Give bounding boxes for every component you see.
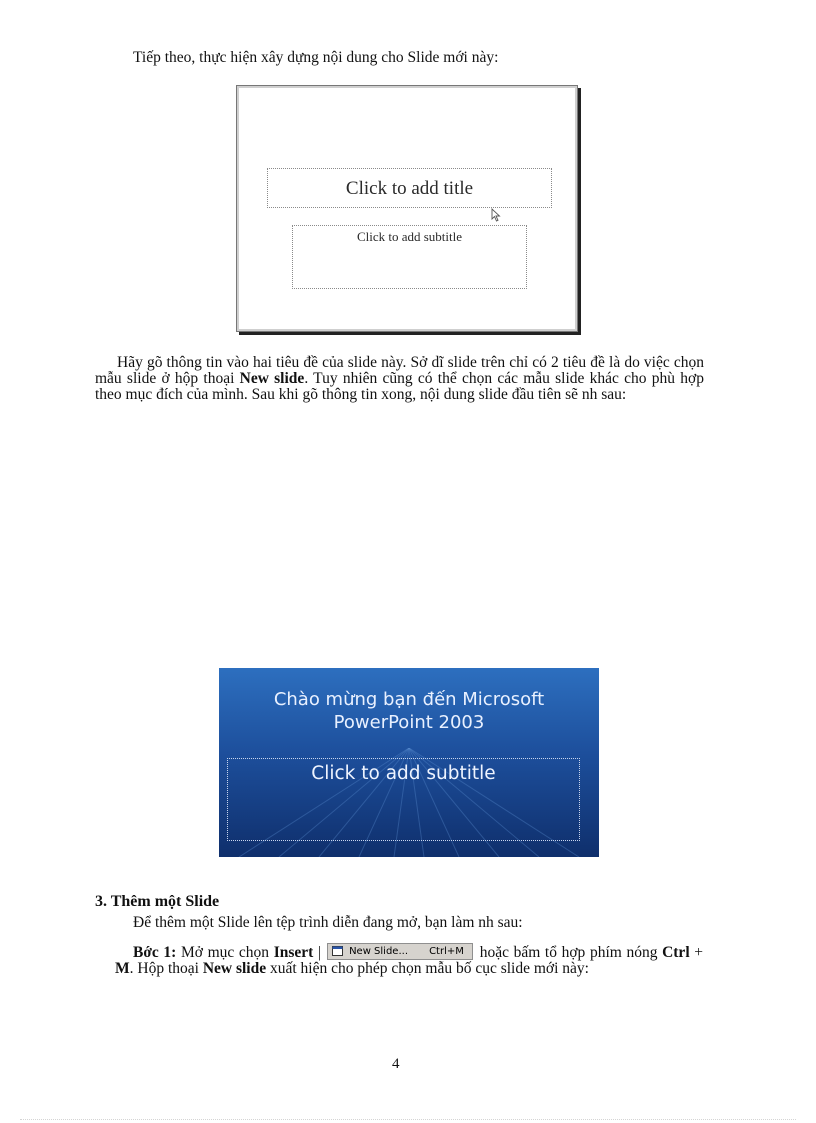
new-slide-bold: New slide (239, 370, 305, 387)
subtitle-placeholder: Click to add subtitle (292, 225, 527, 289)
blue-slide-image (219, 668, 599, 857)
page-number: 4 (392, 1056, 400, 1072)
slide-title-line-2: PowerPoint 2003 (333, 712, 485, 733)
hotkey-m: M (115, 960, 130, 977)
intro-text: Tiếp theo, thực hiện xây dựng nội dung cho Slide mới này: (133, 49, 499, 66)
paragraph-1-part2: . Tuy nhiên cũng có thể chọn các mẫu slide khác cho phù hợp theo mục đích của mình. Sau khi gõ thông tin xong, nội dung slide đầu tiên sẽ nh sau: (95, 370, 704, 403)
slide-subtitle-placeholder: Click to add subtitle (227, 758, 580, 841)
step-label: Bớc 1: (133, 944, 177, 961)
slide-title (219, 688, 599, 734)
section-intro: Để thêm một Slide lên tệp trình diễn đang mở, bạn làm nh sau: (133, 914, 523, 931)
insert-menu-bold: Insert (273, 944, 314, 961)
footer-divider (20, 1119, 796, 1120)
section-heading: 3. Thêm một Slide (95, 893, 220, 910)
menu-item-label: New Slide... (349, 946, 408, 957)
step-1-paragraph: Bớc 1: Mở mục chọn Insert | New Slide... Ctrl+M hoặc bấm tổ hợp phím nóng Ctrl + M. Hộp thoại New slide xuất hiện cho phép chọn mẫu bố cục slide mới này: (115, 944, 704, 977)
paragraph-1 (95, 355, 704, 403)
new-slide-dialog-bold: New slide (202, 960, 267, 977)
new-slide-icon (332, 946, 343, 956)
mouse-cursor-icon (491, 208, 501, 222)
hotkey-ctrl: Ctrl (662, 944, 690, 961)
paragraph-1-part1: Hãy gõ thông tin vào hai tiêu đề của slide này. Sở dĩ slide trên chỉ có 2 tiêu đề là do việc chọn mẫu slide ở hộp thoại (95, 354, 704, 387)
blank-slide-image (236, 85, 578, 332)
new-slide-menu-item[interactable] (327, 943, 473, 960)
slide-title-line-1: Chào mừng bạn đến Microsoft (273, 689, 545, 710)
title-placeholder: Click to add title (267, 168, 552, 208)
menu-item-shortcut: Ctrl+M (429, 946, 464, 957)
